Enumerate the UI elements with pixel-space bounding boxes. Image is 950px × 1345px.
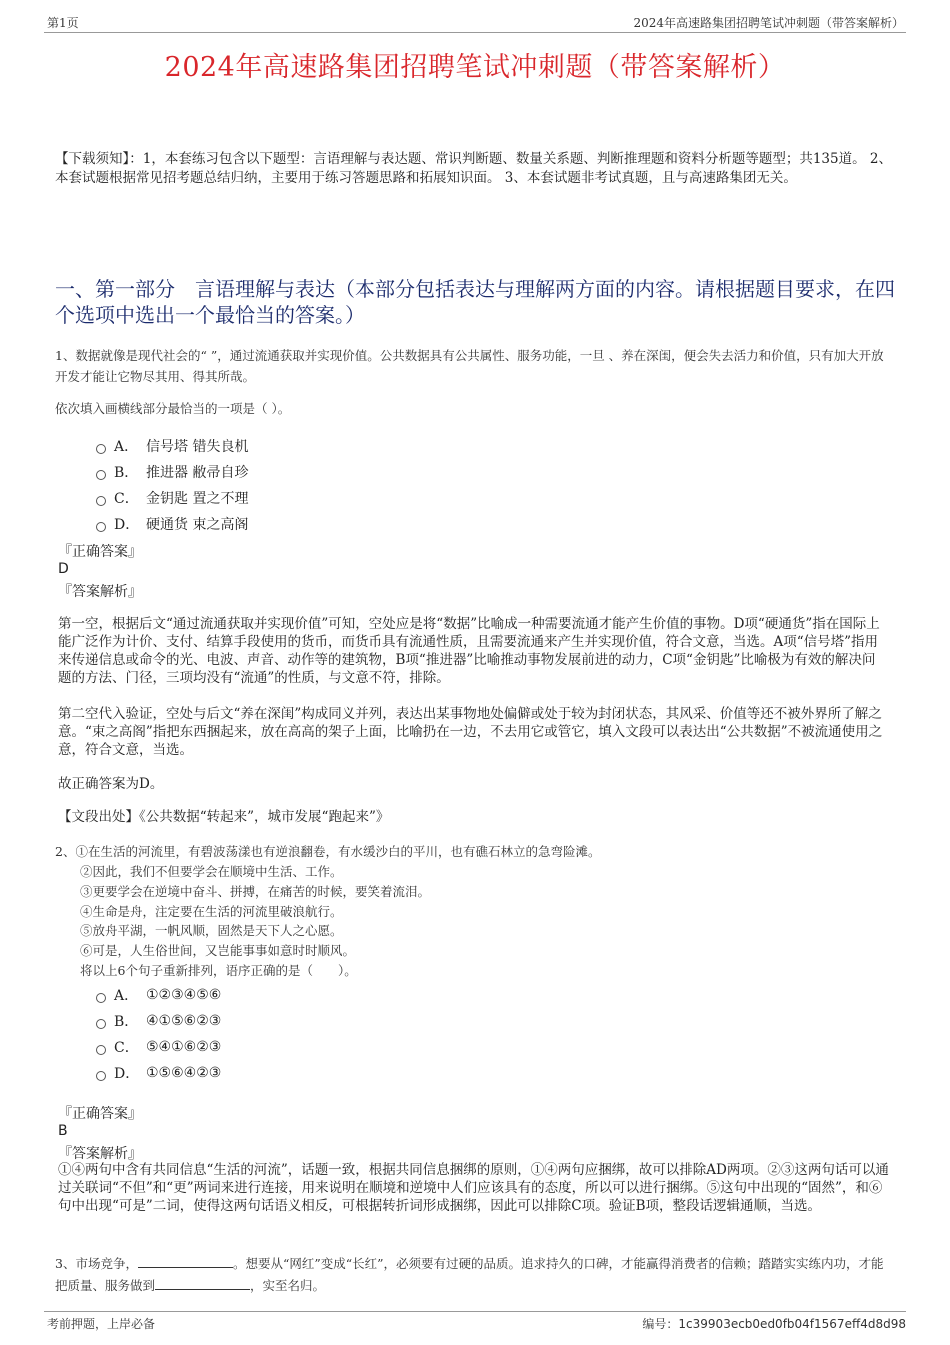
q3-part1: 3、市场竞争， <box>55 1256 138 1271</box>
option-letter: C． <box>114 1040 139 1056</box>
q2-option-b[interactable] <box>96 1011 221 1031</box>
q1-answer: D <box>58 561 69 577</box>
option-letter: A． <box>114 988 139 1004</box>
radio-icon[interactable] <box>96 522 106 532</box>
footer-id-value: 1c39903ecb0ed0fb04f1567eff4d8d98 <box>678 1317 906 1331</box>
q3-stem <box>55 1253 895 1297</box>
option-text: ①②③④⑤⑥ <box>146 987 222 1003</box>
option-letter: B． <box>114 1014 139 1030</box>
footer-id <box>642 1315 906 1332</box>
q2-sentence: ⑤放舟平湖，一帆风顺，固然是天下人之心愿。 <box>80 923 343 938</box>
q2-sentence: ④生命是舟，注定要在生活的河流里破浪航行。 <box>80 904 343 919</box>
page-title: 2024年高速路集团招聘笔试冲刺题（带答案解析） <box>164 52 786 83</box>
q2-analysis-label: 『答案解析』 <box>58 1146 142 1162</box>
option-text: 金钥匙 置之不理 <box>146 491 249 507</box>
radio-icon[interactable] <box>96 1071 106 1081</box>
q2-stem: 2、①在生活的河流里，有碧波荡漾也有逆浪翻卷，有水缓沙白的平川，也有礁石林立的急弯险滩。 <box>55 844 601 859</box>
footer-slogan: 考前押题，上岸必备 <box>47 1317 156 1331</box>
page-number: 第1页 <box>47 16 79 30</box>
option-letter: D． <box>114 1066 140 1082</box>
header-divider <box>44 32 906 33</box>
q1-option-a[interactable] <box>96 436 248 456</box>
q2-sentence: ②因此，我们不但要学会在顺境中生活、工作。 <box>80 864 343 879</box>
radio-icon[interactable] <box>96 993 106 1003</box>
download-notice: 【下载须知】：1，本套练习包含以下题型：言语理解与表达题、常识判断题、数量关系题、判断推理题和资料分析题等题型；共135道。 2、本套试题根据常见招考题总结归纳，主要用于练习答题思路和拓展知识面。 3、本套试题非考试真题，且与高速路集团无关。 <box>55 151 892 186</box>
fill-blank[interactable] <box>155 1277 250 1290</box>
option-text: 硬通货 束之高阁 <box>146 517 249 533</box>
q3-part3: ，实至名归。 <box>250 1278 326 1293</box>
option-letter: A． <box>114 439 139 455</box>
q1-conclusion: 故正确答案为D。 <box>58 776 164 792</box>
q1-analysis-p2: 第二空代入验证，空处与后文“养在深闺”构成同义并列，表达出某事物地处偏僻或处于较为封闭状态，其风采、价值等还不被外界所了解之意。“束之高阁”指把东西捆起来，放在高高的架子上面，比喻扔在一边，不去用它或管它，填入文段可以表达出“公共数据”不被流通使用之意，符合文意，当选。 <box>58 706 883 758</box>
option-letter: C． <box>114 491 139 507</box>
q1-answer-label: 『正确答案』 <box>58 544 142 560</box>
q1-option-b[interactable] <box>96 462 248 482</box>
option-text: 推进器 敝帚自珍 <box>146 465 249 481</box>
q3-part2: 。想要从“网红”变成“长红”，必须要有过硬的品质。追求持久的口碑，才能赢得消费者的信赖；踏踏实实练内功，才能把质量、服务做到 <box>55 1256 884 1293</box>
radio-icon[interactable] <box>96 1019 106 1029</box>
q1-option-c[interactable] <box>96 488 248 508</box>
footer-id-label: 编号： <box>642 1317 679 1331</box>
q2-sentence: ⑥可是，人生俗世间，又岂能事事如意时时顺风。 <box>80 943 356 958</box>
q1-option-d[interactable] <box>96 514 248 534</box>
radio-icon[interactable] <box>96 444 106 454</box>
option-letter: B． <box>114 465 139 481</box>
q2-sentence: ③更要学会在逆境中奋斗、拼搏，在痛苦的时候，要笑着流泪。 <box>80 884 431 899</box>
q1-stem: 1、数据就像是现代社会的“ ”，通过流通获取并实现价值。公共数据具有公共属性、服务功能，一旦 、养在深闺，便会失去活力和价值，只有加大开放开发才能让它物尽其用、得其所哉。 <box>55 348 884 384</box>
fill-blank[interactable] <box>138 1255 233 1268</box>
q2-answer: B <box>58 1123 68 1139</box>
radio-icon[interactable] <box>96 1045 106 1055</box>
q2-option-c[interactable] <box>96 1037 221 1057</box>
option-letter: D． <box>114 517 140 533</box>
q2-prompt: 将以上6个句子重新排列，语序正确的是（ ）。 <box>80 963 357 978</box>
option-text: 信号塔 错失良机 <box>146 439 249 455</box>
q2-analysis: ①④两句中含有共同信息“生活的河流”，话题一致，根据共同信息捆绑的原则，①④两句应捆绑，故可以排除AD两项。②③这两句话可以通过关联词“不但”和“更”两词来进行连接，用来说明在顺境和逆境中人们应该具有的态度，所以可以进行捆绑。⑤这句中出现的“固然”，和⑥句中出现“可是”二词，使得这两句话语义相反，可根据转折词形成捆绑，因此可以排除C项。验证B项，整段话逻辑通顺，当选。 <box>58 1162 889 1214</box>
footer-divider <box>44 1311 906 1312</box>
q2-option-d[interactable] <box>96 1063 221 1083</box>
q1-prompt: 依次填入画横线部分最恰当的一项是（ ）。 <box>55 401 291 416</box>
header-doc-title: 2024年高速路集团招聘笔试冲刺题（带答案解析） <box>633 16 904 30</box>
option-text: ⑤④①⑥②③ <box>146 1039 222 1055</box>
q2-option-a[interactable] <box>96 985 221 1005</box>
q1-source: 【文段出处】《公共数据“转起来”，城市发展“跑起来”》 <box>58 809 390 825</box>
q2-answer-label: 『正确答案』 <box>58 1106 142 1122</box>
radio-icon[interactable] <box>96 496 106 506</box>
q1-analysis-p1: 第一空，根据后文“通过流通获取并实现价值”可知，空处应是将“数据”比喻成一种需要流通才能产生价值的事物。D项“硬通货”指在国际上能广泛作为计价、支付、结算手段使用的货币，而货币具有流通性质，且需要流通来产生并实现价值，符合文意，当选。A项“信号塔”指用来传递信息或命令的光、电波、声音、动作等的建筑物，B项“推进器”比喻推动事物发展前进的动力，C项“金钥匙”比喻极为有效的解决问题的方法、门径，三项均没有“流通”的性质，与文意不符，排除。 <box>58 616 880 686</box>
radio-icon[interactable] <box>96 470 106 480</box>
q1-analysis-label: 『答案解析』 <box>58 584 142 600</box>
option-text: ④①⑤⑥②③ <box>146 1013 222 1029</box>
option-text: ①⑤⑥④②③ <box>146 1065 222 1081</box>
section-heading: 一、第一部分 言语理解与表达（本部分包括表达与理解两方面的内容。请根据题目要求，在四个选项中选出一个最恰当的答案。） <box>55 277 895 327</box>
